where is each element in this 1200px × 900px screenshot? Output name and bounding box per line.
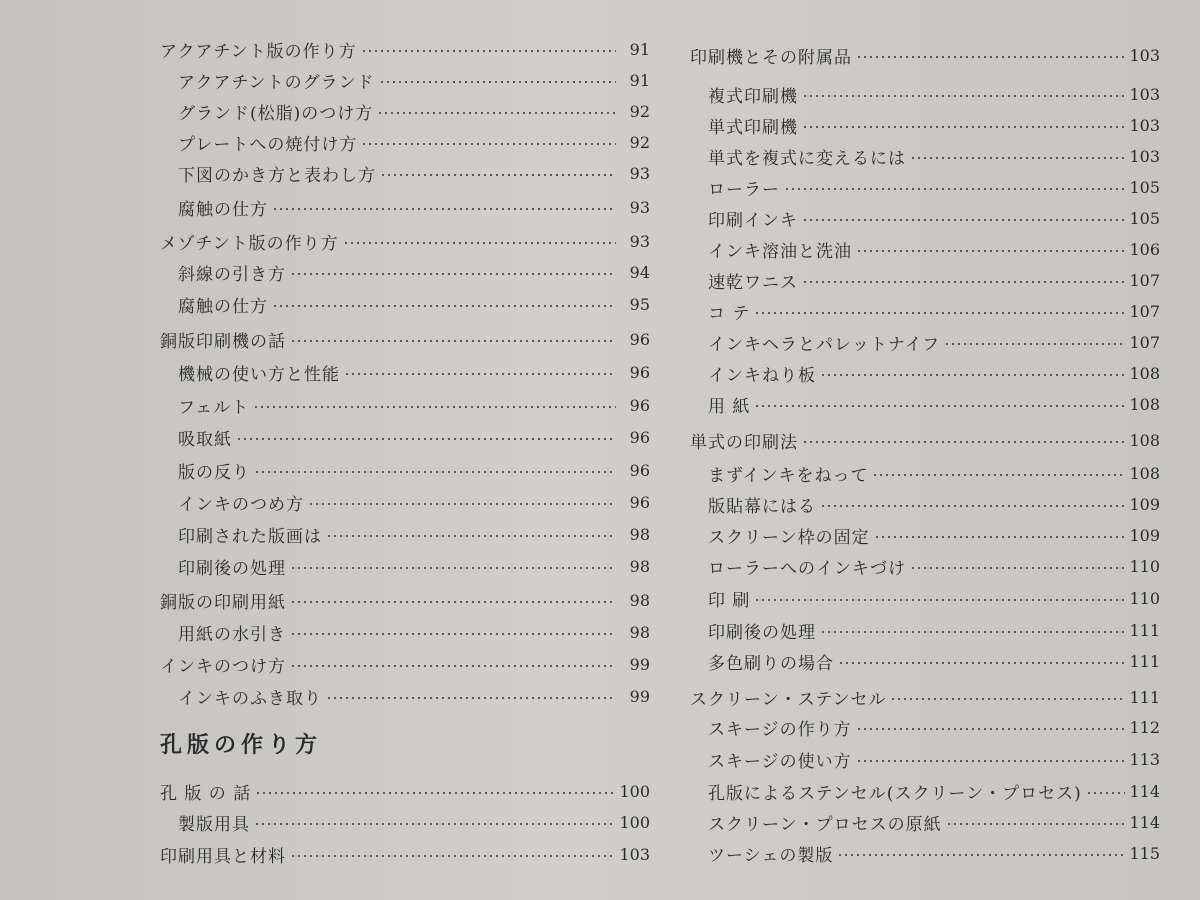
dot-leader bbox=[254, 471, 616, 473]
toc-entry[interactable] bbox=[690, 358, 1160, 388]
toc-entry[interactable] bbox=[160, 65, 650, 95]
toc-entry-page: 98 bbox=[629, 556, 650, 576]
toc-entry[interactable] bbox=[160, 776, 650, 806]
toc-entry[interactable] bbox=[690, 682, 1160, 712]
dot-leader bbox=[802, 95, 1125, 97]
dot-leader bbox=[290, 273, 616, 275]
dot-leader bbox=[255, 792, 615, 794]
toc-entry-page: 96 bbox=[629, 427, 650, 447]
toc-entry[interactable] bbox=[690, 296, 1160, 326]
dot-leader bbox=[872, 474, 1125, 476]
toc-entry-page: 111 bbox=[1129, 620, 1160, 640]
dot-leader bbox=[379, 81, 616, 83]
dot-leader bbox=[272, 305, 616, 307]
toc-entry-page: 106 bbox=[1129, 239, 1160, 259]
toc-entry[interactable] bbox=[160, 839, 650, 869]
dot-leader bbox=[784, 188, 1125, 190]
toc-entry-title: 孔版によるステンセル(スクリーン・プロセス) bbox=[708, 783, 1082, 804]
toc-entry-title: インキヘラとパレットナイフ bbox=[708, 334, 941, 355]
dot-leader bbox=[890, 698, 1125, 700]
toc-entry-title: 版貼幕にはる bbox=[708, 496, 816, 517]
toc-entry[interactable] bbox=[160, 519, 650, 549]
toc-entry[interactable] bbox=[160, 617, 650, 647]
dot-leader bbox=[236, 438, 616, 440]
toc-entry-page: 103 bbox=[1129, 84, 1160, 104]
dot-leader bbox=[874, 536, 1126, 538]
dot-leader bbox=[290, 633, 616, 635]
toc-entry[interactable] bbox=[690, 141, 1160, 171]
toc-entry-page: 96 bbox=[629, 460, 650, 480]
toc-entry-page: 92 bbox=[629, 132, 650, 152]
dot-leader bbox=[254, 823, 615, 825]
toc-entry[interactable] bbox=[160, 422, 650, 452]
dot-leader bbox=[290, 855, 615, 857]
toc-entry-title: 銅版の印刷用紙 bbox=[160, 592, 286, 613]
dot-leader bbox=[856, 760, 1126, 762]
toc-entry[interactable] bbox=[160, 158, 650, 188]
dot-leader bbox=[856, 728, 1126, 730]
dot-leader bbox=[344, 373, 616, 375]
toc-entry[interactable] bbox=[690, 776, 1160, 806]
toc-entry[interactable] bbox=[690, 79, 1160, 109]
toc-entry-title: メゾチント版の作り方 bbox=[160, 233, 339, 254]
dot-leader bbox=[802, 441, 1125, 443]
toc-entry[interactable] bbox=[160, 289, 650, 319]
toc-entry[interactable] bbox=[160, 585, 650, 615]
toc-entry-title: 用紙の水引き bbox=[178, 624, 286, 645]
dot-leader bbox=[290, 567, 616, 569]
toc-entry[interactable] bbox=[160, 257, 650, 287]
dot-leader bbox=[326, 697, 616, 699]
toc-entry-page: 105 bbox=[1129, 208, 1160, 228]
toc-entry-page: 93 bbox=[629, 231, 650, 251]
dot-leader bbox=[910, 157, 1125, 159]
dot-leader bbox=[377, 112, 616, 114]
toc-entry-page: 99 bbox=[629, 654, 650, 674]
toc-entry-page: 108 bbox=[1129, 430, 1160, 450]
toc-entry-page: 98 bbox=[629, 590, 650, 610]
toc-entry-page: 96 bbox=[629, 329, 650, 349]
toc-entry[interactable] bbox=[690, 583, 1160, 613]
toc-entry[interactable] bbox=[690, 615, 1160, 645]
toc-entry[interactable] bbox=[160, 34, 650, 64]
toc-entry-title: 複式印刷機 bbox=[708, 86, 798, 107]
dot-leader bbox=[343, 242, 616, 244]
dot-leader bbox=[946, 823, 1126, 825]
toc-entry[interactable] bbox=[690, 327, 1160, 357]
toc-entry[interactable] bbox=[690, 234, 1160, 264]
toc-entry-title: 印刷用具と材料 bbox=[160, 846, 286, 867]
toc-entry[interactable] bbox=[690, 40, 1160, 70]
toc-entry-title: インキねり板 bbox=[708, 365, 816, 386]
dot-leader bbox=[290, 665, 616, 667]
dot-leader bbox=[272, 208, 616, 210]
toc-entry-title: 速乾ワニス bbox=[708, 272, 798, 293]
toc-entry-page: 98 bbox=[629, 524, 650, 544]
toc-entry-page: 91 bbox=[629, 70, 650, 90]
toc-entry[interactable] bbox=[160, 390, 650, 420]
dot-leader bbox=[838, 662, 1125, 664]
dot-leader bbox=[754, 405, 1125, 407]
toc-entry-title: まずインキをねって bbox=[708, 465, 869, 486]
toc-entry[interactable] bbox=[160, 649, 650, 679]
toc-entry-title: アクアチントのグランド bbox=[178, 72, 375, 93]
toc-entry-title: スキージの作り方 bbox=[708, 719, 852, 740]
toc-entry-title: 単式印刷機 bbox=[708, 117, 798, 138]
toc-entry[interactable] bbox=[690, 425, 1160, 455]
toc-entry-page: 112 bbox=[1129, 717, 1160, 737]
toc-entry-title: 吸取紙 bbox=[178, 429, 232, 450]
dot-leader bbox=[1086, 792, 1126, 794]
toc-entry[interactable] bbox=[690, 744, 1160, 774]
toc-entry-title: 印刷された版画は bbox=[178, 526, 322, 547]
toc-entry[interactable] bbox=[690, 489, 1160, 519]
toc-entry-page: 110 bbox=[1129, 588, 1160, 608]
toc-entry-page: 96 bbox=[629, 395, 650, 415]
toc-entry[interactable] bbox=[160, 127, 650, 157]
toc-entry-page: 96 bbox=[629, 362, 650, 382]
toc-entry-title: フェルト bbox=[178, 397, 250, 418]
toc-entry-title: 印刷インキ bbox=[708, 210, 798, 231]
toc-entry[interactable] bbox=[690, 551, 1160, 581]
toc-entry-page: 114 bbox=[1129, 812, 1160, 832]
dot-leader bbox=[361, 143, 616, 145]
toc-entry-page: 113 bbox=[1129, 749, 1160, 769]
toc-entry-title: ローラー bbox=[708, 179, 780, 200]
toc-entry-title: アクアチント版の作り方 bbox=[160, 41, 357, 62]
toc-entry-page: 99 bbox=[629, 686, 650, 706]
toc-entry-page: 94 bbox=[629, 262, 650, 282]
dot-leader bbox=[253, 406, 616, 408]
toc-entry-page: 103 bbox=[619, 844, 650, 864]
toc-entry-title: 機械の使い方と性能 bbox=[178, 364, 340, 385]
toc-entry-page: 109 bbox=[1129, 494, 1160, 514]
toc-entry-title: 印 刷 bbox=[708, 590, 751, 611]
toc-entry[interactable] bbox=[690, 458, 1160, 488]
toc-entry-page: 107 bbox=[1129, 270, 1160, 290]
dot-leader bbox=[361, 50, 616, 52]
toc-entry[interactable] bbox=[160, 487, 650, 517]
dot-leader bbox=[910, 567, 1125, 569]
toc-entry-title: ローラーへのインキづけ bbox=[708, 558, 906, 579]
toc-entry-page: 91 bbox=[629, 39, 650, 59]
toc-entry[interactable] bbox=[690, 389, 1160, 419]
toc-entry[interactable] bbox=[160, 226, 650, 256]
dot-leader bbox=[308, 503, 616, 505]
toc-entry-page: 108 bbox=[1129, 463, 1160, 483]
toc-entry[interactable] bbox=[160, 324, 650, 354]
toc-entry-page: 110 bbox=[1129, 556, 1160, 576]
toc-entry-page: 105 bbox=[1129, 177, 1160, 197]
toc-entry-title: コ テ bbox=[708, 303, 751, 324]
toc-entry-title: スクリーン・プロセスの原紙 bbox=[708, 814, 942, 835]
toc-entry-title: 銅版印刷機の話 bbox=[160, 331, 286, 352]
dot-leader bbox=[856, 56, 1125, 58]
toc-entry[interactable] bbox=[160, 357, 650, 387]
toc-entry[interactable] bbox=[690, 807, 1160, 837]
toc-entry-page: 98 bbox=[629, 622, 650, 642]
toc-entry[interactable] bbox=[160, 807, 650, 837]
dot-leader bbox=[380, 174, 616, 176]
toc-entry[interactable] bbox=[690, 172, 1160, 202]
toc-entry-title: 印刷後の処理 bbox=[708, 622, 816, 643]
toc-entry-page: 103 bbox=[1129, 146, 1160, 166]
dot-leader bbox=[754, 312, 1125, 314]
toc-entry-title: 孔 版 の 話 bbox=[160, 783, 252, 804]
toc-entry-page: 95 bbox=[629, 294, 650, 314]
toc-entry-title: 単式の印刷法 bbox=[690, 432, 798, 453]
toc-entry[interactable] bbox=[160, 192, 650, 222]
toc-entry[interactable] bbox=[690, 646, 1160, 676]
toc-entry-title: 版の反り bbox=[178, 462, 250, 483]
dot-leader bbox=[754, 599, 1125, 601]
toc-entry-page: 93 bbox=[629, 163, 650, 183]
toc-entry-page: 108 bbox=[1129, 363, 1160, 383]
dot-leader bbox=[837, 854, 1125, 856]
toc-entry-title: 腐触の仕方 bbox=[178, 296, 268, 317]
toc-entry-title: 用 紙 bbox=[708, 396, 751, 417]
toc-entry[interactable] bbox=[160, 96, 650, 126]
dot-leader bbox=[820, 505, 1125, 507]
toc-entry-title: インキのふき取り bbox=[178, 688, 322, 709]
dot-leader bbox=[326, 535, 616, 537]
toc-entry-title: 印刷後の処理 bbox=[178, 558, 286, 579]
toc-entry-page: 111 bbox=[1129, 687, 1160, 707]
toc-entry-title: インキのつめ方 bbox=[178, 494, 304, 515]
toc-entry[interactable] bbox=[160, 551, 650, 581]
toc-entry-title: ツーシェの製版 bbox=[708, 845, 834, 866]
section-heading: 孔版の作り方 bbox=[160, 732, 323, 758]
toc-entry-title: インキのつけ方 bbox=[160, 656, 286, 677]
toc-entry-title: 多色刷りの場合 bbox=[708, 653, 834, 674]
dot-leader bbox=[290, 601, 616, 603]
toc-entry-page: 109 bbox=[1129, 525, 1160, 545]
toc-entry-page: 103 bbox=[1129, 115, 1160, 135]
dot-leader bbox=[820, 374, 1125, 376]
toc-entry-title: 腐触の仕方 bbox=[178, 199, 268, 220]
toc-entry-title: グランド(松脂)のつけ方 bbox=[178, 103, 374, 124]
toc-entry-title: スクリーン枠の固定 bbox=[708, 527, 870, 548]
toc-entry-title: 下図のかき方と表わし方 bbox=[178, 165, 376, 186]
toc-entry-title: インキ溶油と洗油 bbox=[708, 241, 852, 262]
toc-entry[interactable] bbox=[690, 203, 1160, 233]
toc-entry-page: 103 bbox=[1129, 45, 1160, 65]
dot-leader bbox=[820, 631, 1125, 633]
toc-entry-page: 111 bbox=[1129, 651, 1160, 671]
toc-entry-page: 100 bbox=[619, 812, 650, 832]
toc-entry-page: 93 bbox=[629, 197, 650, 217]
toc-entry[interactable] bbox=[690, 712, 1160, 742]
toc-entry-title: 単式を複式に変えるには bbox=[708, 148, 906, 169]
toc-entry[interactable] bbox=[690, 110, 1160, 140]
toc-entry-page: 107 bbox=[1129, 332, 1160, 352]
toc-entry-title: 印刷機とその附属品 bbox=[690, 47, 852, 68]
toc-entry-title: スキージの使い方 bbox=[708, 751, 852, 772]
dot-leader bbox=[802, 281, 1125, 283]
toc-entry[interactable] bbox=[690, 265, 1160, 295]
toc-entry-page: 96 bbox=[629, 492, 650, 512]
toc-entry-page: 107 bbox=[1129, 301, 1160, 321]
toc-entry-title: 製版用具 bbox=[178, 814, 250, 835]
toc-entry-page: 100 bbox=[619, 781, 650, 801]
dot-leader bbox=[802, 126, 1125, 128]
toc-entry-page: 114 bbox=[1129, 781, 1160, 801]
toc-entry[interactable] bbox=[690, 520, 1160, 550]
dot-leader bbox=[944, 343, 1125, 345]
toc-entry-title: プレートへの焼付け方 bbox=[178, 134, 358, 155]
dot-leader bbox=[802, 219, 1125, 221]
toc-entry[interactable] bbox=[690, 838, 1160, 868]
toc-entry-page: 115 bbox=[1129, 843, 1160, 863]
dot-leader bbox=[856, 250, 1125, 252]
toc-entry-page: 108 bbox=[1129, 394, 1160, 414]
toc-entry-title: スクリーン・ステンセル bbox=[690, 689, 887, 710]
toc-entry[interactable] bbox=[160, 455, 650, 485]
toc-entry[interactable] bbox=[160, 681, 650, 711]
toc-entry-page: 92 bbox=[629, 101, 650, 121]
dot-leader bbox=[290, 340, 616, 342]
toc-entry-title: 斜線の引き方 bbox=[178, 264, 286, 285]
